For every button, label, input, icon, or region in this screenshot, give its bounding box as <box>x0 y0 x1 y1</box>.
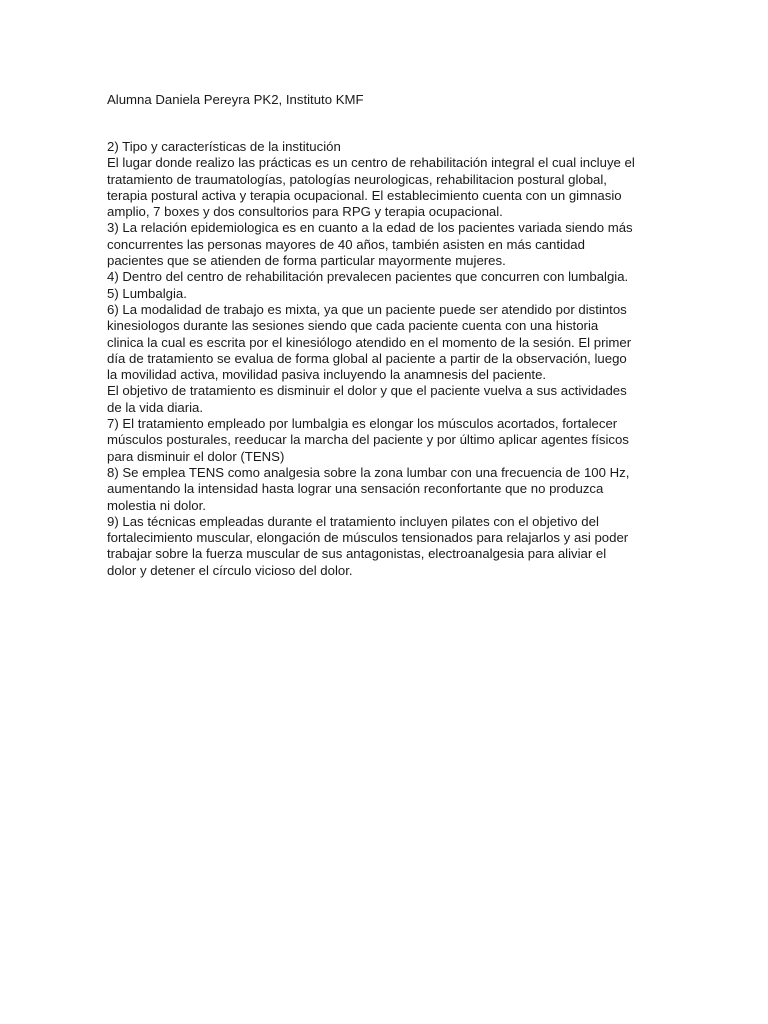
body-line: kinesiologos durante las sesiones siendo que cada paciente cuenta con una historia <box>107 318 599 334</box>
body-line: la movilidad activa, movilidad pasiva incluyendo la anamnesis del paciente. <box>107 367 547 383</box>
body-line: El objetivo de tratamiento es disminuir el dolor y que el paciente vuelva a sus actividades <box>107 383 627 399</box>
body-line: clinica la cual es escrita por el kinesiólogo atendido en el momento de la sesión. El primer <box>107 334 632 350</box>
body-line: 8) Se emplea TENS como analgesia sobre la zona lumbar con una frecuencia de 100 Hz, <box>107 464 630 480</box>
body-line: 5) Lumbalgia. <box>107 285 187 301</box>
body-line: 3) La relación epidemiologica es en cuanto a la edad de los pacientes variada siendo más <box>107 220 633 236</box>
body-line: para disminuir el dolor (TENS) <box>107 448 285 464</box>
body-line: músculos posturales, reeducar la marcha del paciente y por último aplicar agentes físicos <box>107 432 629 448</box>
body-line: fortalecimiento muscular, elongación de músculos tensionados para relajarlos y asi poder <box>107 530 629 546</box>
body-line: 7) El tratamiento empleado por lumbalgia es elongar los músculos acortados, fortalecer <box>107 416 618 432</box>
body-line: de la vida diaria. <box>107 399 204 415</box>
body-line: concurrentes las personas mayores de 40 años, también asisten en más cantidad <box>107 236 585 252</box>
body-line: terapia postural activa y terapia ocupacional. El establecimiento cuenta con un gimnasio <box>107 187 622 203</box>
body-line: molestia ni dolor. <box>107 497 206 513</box>
body-line: 9) Las técnicas empleadas durante el tratamiento incluyen pilates con el objetivo del <box>107 513 599 529</box>
body-line: 2) Tipo y características de la institución <box>107 139 341 154</box>
body-line: El lugar donde realizo las prácticas es un centro de rehabilitación integral el cual incluye el <box>107 155 635 171</box>
body-line: trabajar sobre la fuerza muscular de sus antagonistas, electroanalgesia para aliviar el <box>107 546 607 562</box>
body-line: aumentando la intensidad hasta lograr una sensación reconfortante que no produzca <box>107 481 604 497</box>
body-line: tratamiento de traumatologías, patologías neurologicas, rehabilitacion postural global, <box>107 171 607 187</box>
body-line: día de tratamiento se evalua de forma global al paciente a partir de la observación, luego <box>107 350 627 366</box>
body-line: amplio, 7 boxes y dos consultorios para RPG y terapia ocupacional. <box>107 204 503 220</box>
body-line: 4) Dentro del centro de rehabilitación prevalecen pacientes que concurren con lumbalgia. <box>107 269 629 285</box>
body-line: pacientes que se atienden de forma particular mayormente mujeres. <box>107 253 506 269</box>
body-line: dolor y detener el círculo vicioso del dolor. <box>107 562 353 578</box>
document-body <box>107 139 667 579</box>
body-line: 6) La modalidad de trabajo es mixta, ya que un paciente puede ser atendido por distintos <box>107 301 627 317</box>
document-header: Alumna Daniela Pereyra PK2, Instituto KMF <box>107 92 364 107</box>
